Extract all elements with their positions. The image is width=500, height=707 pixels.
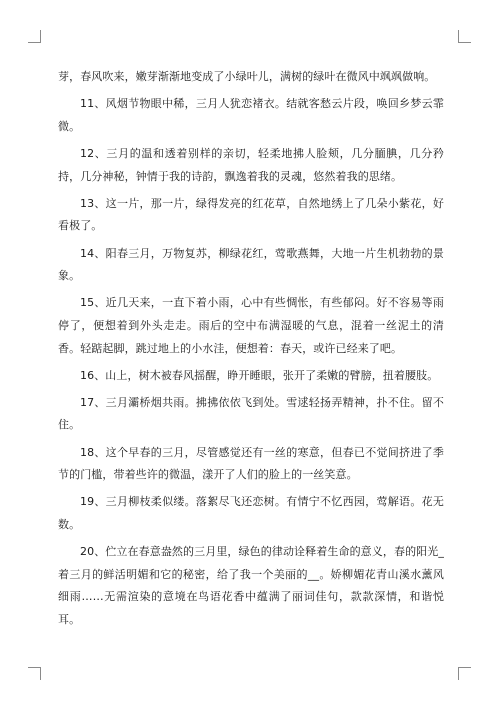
paragraph-14: 14、阳春三月，万物复苏，柳绿花红，莺歌燕舞，大地一片生机勃勃的景象。 (58, 246, 444, 283)
paragraph-18: 18、这个早春的三月，尽管感觉还有一丝的寒意，但春已不觉间挤进了季节的门槛，带着些许的微温，漾开了人们的脸上的一丝笑意。 (58, 445, 444, 482)
paragraph-20: 20、伫立在春意盎然的三月里，绿色的律动诠释着生命的意义，春的阳光_着三月的鲜活明媚和它的秘密，给了我一个美丽的__。娇柳媚花青山溪水薰风细雨……无需渲染的意境在鸟语花香中蕴满了丽词佳句，款款深情，和谐悦耳。 (58, 545, 444, 626)
paragraph-11: 11、风烟节物眼中稀，三月人犹恋褚衣。结就客愁云片段，唤回乡梦云霏微。 (58, 97, 444, 133)
crop-mark-bottom-right (458, 667, 471, 680)
paragraph-continued: 芽，春风吹来，嫩芽渐渐地变成了小绿叶儿，满树的绿叶在微风中飒飒做响。 (58, 70, 436, 83)
crop-mark-bottom-left (28, 667, 41, 680)
paragraph-19: 19、三月柳枝柔似缕。落絮尽飞还恋树。有情宁不忆西园，莺解语。花无数。 (58, 495, 444, 532)
crop-mark-top-right (458, 30, 471, 43)
paragraph-13: 13、这一片，那一片，绿得发亮的红花草，自然地绣上了几朵小紫花，好看极了。 (58, 196, 444, 233)
paragraph-15: 15、近几天来，一直下着小雨，心中有些惆怅，有些郁闷。好不容易等雨停了，便想着到外头走走。雨后的空中布满湿暖的气息，混着一丝泥土的清香。轻踮起脚，跳过地上的小水洼，便想着：春天，或许已经来了吧。 (58, 296, 444, 355)
crop-mark-top-left (28, 30, 41, 43)
paragraph-16: 16、山上，树木被春风摇醒，睁开睡眼，张开了柔嫩的臂膀，扭着腰肢。 (80, 368, 439, 382)
paragraph-12: 12、三月的温和透着别样的亲切，轻柔地拂人脸颊，几分腼腆，几分矜持，几分神秘，钟情于我的诗韵，飘逸着我的灵魂，悠然着我的思绪。 (58, 146, 444, 183)
paragraph-17: 17、三月灞桥烟共雨。拂拂依依飞到处。雪逑轻扬弄精神，扑不住。留不住。 (58, 395, 444, 432)
document-body (58, 66, 444, 636)
